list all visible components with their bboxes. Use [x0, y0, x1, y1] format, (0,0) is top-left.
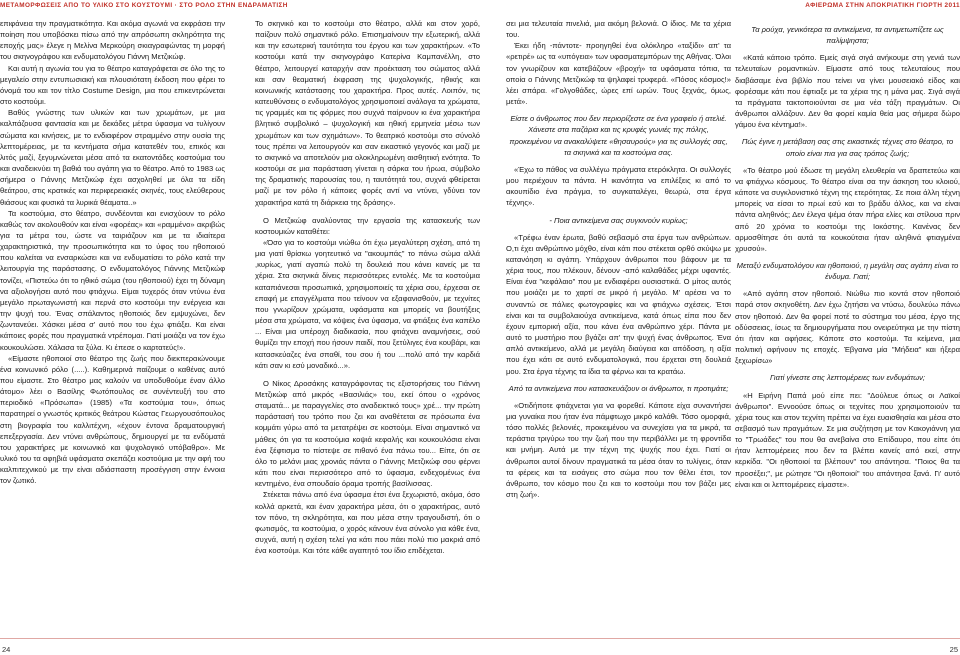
paragraph: Έκει ήδη -πάντοτε- προηγηθεί ένα ολόκληρο «ταξίδι» απ' τα «ρετιρέ» ως τα «υπόγεια» των υφασματεμπόρων της Αθήνας. Όλοι τον γνωρίζουν και κατεβάζουν «βροχή» τα υφάσματα τόπια, τα οποία ο Γιάννης Μετζικώφ τα ψηλαφεί τρυφερά. «Πόσος κόσμος!» λέει σπάρα. «Γολγοθάδες, ώρες επί ωρών. Τους ξεχνάς, όμως, μετά». — [506, 41, 731, 107]
page-number-right: 25 — [949, 645, 958, 654]
interview-question: Τα ρούχα, γενικότερα τα αντικείμενα, τα αντιμετωπίζετε ως παλίμψηστα; — [751, 25, 944, 46]
text-column-2 — [255, 18, 480, 618]
paragraph: Το σκηνικό και το κοστούμι στο θέατρο, αλλά και στον χορό, παίζουν πολύ σημαντικό ρόλο. Επισημαίνουν την εξωτερική, αλλά και την εσωτερική ταυτότητα του έργου και των χαρακτήρων. «Το κοστούμι κατά την σκηνογράφο Κατερίνα Καμπανέλλη, στο θέατρο, λειτουργεί καταρχήν σαν προέκταση του σώματος αλλά και σαν θεαματική έκφραση της ψυχολογικής, ηθικής και κοινωνικής κατάστασης του χαρακτήρα. Προς αυτές. Λοιπόν, τις κατευθύνσεις ο ενδυματολόγος χρησιμοποιεί ανάλογα τα χρώματα, τις γραμμές και τις φόρμες που συχνά παίρνουν κι ένα χαρακτήρα βλητικό συμβολικό – ψυχολογική και ηθική ερμηνεία μέσω των χρωμάτων και των σχημάτων». Το θεατρικό κοστούμι στο σύνολό τους πρέπει να λειτουργούν και σαν εικαστικό γεγονός και μαζί με το σκηνικό να αποτελούν μια ολοκληρωμένη αισθητική ενότητα. Το κοστούμι σε μια παράσταση γίνεται η σάρκα του ήρωα, σύμβολο της δραματικής παρουσίας του, η ταυτότητά του, συχνά φθείρεται μαζί με τον ρόλο ή κάποιες φορές αντί να ντύνει, γδύνει τον χαρακτήρα κατά τη διάρκεια της δράσης». — [255, 19, 480, 207]
paragraph: Ο Νίκος Δροσάκης καταγράφοντας τις εξιστορήσεις του Γιάννη Μετζικώφ από μικρός «Βασιλιάς» του, εκεί όπου ο «χρόνος σταματά... με παραγγελίες στο αναδεικτικό τους» χρέ... την πρώτη παράστασή του τρόπο που ζει και αναθέτεται σε πρόσωπα ένα κομμάτι γύρω από τα μετατρέψει σε κοστούμι. Είναι σημαντικό να μάθεις ότι για τα κοστούμια κοψιά κεφαλής και κουκουλόσια είναι ένα ξέφτισμα το πίστεψε σε πιθανό ένα πάνω του... Είπε, ότι σε όλο το μελάνι μιας χρονιάς πάντα ο Γιάννης Μετζικώφ σου φέρνει κάτι που είναι περισσότερο από το ύφασμα, ενδεχομένως ένα κεντημένο, ένα σπουδαίο όραμα τροπής βασίλισσας. — [255, 378, 480, 489]
paragraph: Τα κοστούμια, στο θέατρο, συνδέονται και ενισχύουν το ρόλο καθώς τον ακολουθούν και είναι «φορέας» και «ραμμένο» ακριβώς για τα μέτρα του, ώστε να ταιριάζουν και με τα ιδιαίτερα χαρακτηριστικά, την προσωπικότητα και το ύφος του ηθοποιού που καλείται να ενσαρκώσει και να ενδυματίσει το ρόλο κατά την λειτουργία της παράστασης. Ο ενδυματολόγος Γιάννης Μετζικώφ τονίζει, «Πιστεύω ότι το ηθικό σώμα (του ηθοποιού) έχει τη δύναμη να αξιολογήσει αυτό που φτιάχνω. Είμαι τυχερός όταν ντύνω ένα μεγάλο πρωταγωνιστή και περνά στο κοστούμι την ενέργεια και την ψυχή του. Ένας σπάλαντος ηθοποιός δεν εμψυχώνει, δεν ζωντανεύει. Χάσκει μέσα σ' αυτό που του έχω φτιάξει. Και είναι κάποιες φορές που πραγματικά ντρέπομαι. Γιατί μοιάζει να τον έχω κουκουλώσει. Χάλασα τα ξύλα. Κι έπεσε ο καρτατεύς!». — [0, 208, 225, 352]
paragraph: επιφάνεια την πραγματικότητα. Και ακόμα αγωνιά να εκφράσει την ποίηση που υποβόσκει πίσω από την απρόσωπη σκληρότητα της εποχής μας» έλεγε η Μελίνα Μερκούρη σκιαγραφώντας τη μορφή του σκηνογράφου και ενδυματολόγου Γιάννη Μετζικώφ. — [0, 19, 225, 62]
paragraph: «Όσο για το κοστούμι νιώθω ότι έχω μεγαλύτερη σχέση, από τη μια γιατί θρίσκω γοητευτικό να "ακουμπάς" το πάνω σώμα αλλά ,κυρίως, γιατί αγαπώ πολύ τη δουλειά που κάνει κανείς με τα χέρια. Στα σκηνικά δίνεις περισσότερες εντολές. Με τα κοστούμια καταπιάνεσαι προσωπικά, χρησιμοποιείς τα χέρια σου, έρχεσαι σε επαφή με επαγγέλματα που τείνουν να εξαφανισθούν, με τεχνίτες που γνωρίζουν χρώματα, υφάσματα και μπορείς να βουτήξεις μέσα στα χρώματα, να κόψεις ένα ύφασμα, να φτιάξεις ένα καπέλο ... Είναι μια υπέροχη διαδικασία, που φτιάχνει αναμνήσεις, σού θυμίζει την εποχή που ήσουν παιδί, που ξετύλιγες ένα κουβάρι, και κατασκεύαζες ένα σπαθί, του σου ή του ...πολύ από την καρδιά κάτι σαν κι εσύ μοναδικό...». — [255, 237, 480, 370]
interview-question: - Ποια αντικείμενα σας συγκινούν κυρίως; — [549, 215, 688, 225]
paragraph: «Έχω το πάθος να συλλέγω πράγματα ετερόκλητα. Οι συλλογές μου περιέχουν τα πάντα. Η ικανότητα να επιλέξεις κι από το ακουπίδιο ένα πράγμα, το συγκαταλέγει, θεωρώ, στα έργα τέχνης». — [506, 164, 731, 208]
running-header-left: ΜΕΤΑΜΟΡΦΩΣΕΙΣ ΑΠΟ ΤΟ ΥΛΙΚΟ ΣΤΟ ΚΟΥΣΤΟΥΜΙ · ΣΤΟ ΡΟΛΟ ΣΤΗΝ ΕΝΔΡΑΜΑΤΙΣΗ — [0, 2, 288, 9]
paragraph: Ο Μετζικώφ αναλύοντας την εργασία της κατασκευής των κοστουμιών καταθέτει: — [255, 215, 480, 236]
paragraph: Στέκεται πάνω από ένα ύφασμα έτσι ένα ξεχωριστό, ακόμα, όσο κολλά αρκετά, και έναν χαρακτήρα μέσα, ότι ο χαρακτήρας, αυτό τον πόνο, τη σκληρότητα, και που μέσα στην τραγουδιστή, ότι ο φωτισμός, τα κοστούμια, ο χορός κάνουν ένα σύνολο για κάθε ένα, συχνά, αυτή η σχέση τελεί για κάτι που πάει πολύ πιο μακριά από ένα κοστούμι. Και τότε κάθε αγαπητό του ίδιο επιδέχεται. — [255, 490, 480, 556]
paragraph: σει μια τελευταία πινελιά, μια ακόμη βελονιά. Ο ίδιος. Με τα χέρια του. — [506, 19, 731, 40]
paragraph: «Τρέφω έναν έρωτα, βαθύ σεβασμό στα έργα των ανθρώπων. Ο,τι έχει ανθρώπινο μόχθο, είναι κάτι που στέκεται ορθό σκύψω με κατανόηση κι αγάπη. Υπάρχουν άνθρωποι που βάφουν με τα χέρια τους, που πλέκουν, δένουν -από καλαθάδες μέχρι υφαντές. Είναι ένα "κεφάλαιο" που με ενδιαφέρει ουσιαστικά. Ο μίτος αυτός που μοιάζει με το χαρτί σε μικρό ή μεγάλο. Μ' αρέσει να το συναντώ σε πάλιες φωτογραφίες και να φτιάχνω σχέσεις. Έτσι είναι και τα συμβολαιούχα αντικείμενα, κατά όπως είπα που δεν έχουν εμπορική αξία, που κάνει ένα ανθρώπινο χέρι. Πάντα με αυτό το μυστήριο που βγάζει απ' την ψυχή ένας άνθρωπος. Ένα απλό αντικείμενο, αλλά με μεγάλη διαύγεια και απόδοση, η αξία που έχει κάτι σε αυτό ενδυματολογικά, που έρχεται στη δουλειά μου. Στα έργα τέχνης τα ίδια τα φέρνω και τα κρατάω. — [506, 232, 731, 376]
text-column-1 — [0, 18, 225, 618]
paragraph: «Η Ειρήνη Παπά μού είπε πει: "Δούλευε όπως οι Λαϊκοί άνθρωποι". Εννοούσε όπως οι τεχνίτες που χρησιμοποιούν τα χέρια τους και στον τεχνίτη πρέπει να έχει ευαισθησία και μέσα στο σεβασμό των πραγμάτων. Σε μια συζήτηση με τον Κακογιάννη για το "Τρωάδες" του που θα ανεβαίνα στο Επίδαυρο, που είπε ότι ήταν λεπτομέρειες που δεν τα βλέπει κανείς από εκεί, στην κερκίδα. "Οι ηθοποιοί τα βλέπουν" του απάντησα. "Ποιος θα τα προσέξει;", με ρώτησε "Οι ηθοποιοί" του απάντησα ξανά. Γι' αυτό είναι και οι λεπτομέρειες είμαστε». — [735, 390, 960, 489]
paragraph: Και αυτή η αγωνία του για το θέατρο καταγράφεται σε όλο της το μεγαλείο στην εντυπωσιακή και πλουσιότατη έκδοση που φέρει το όνομά του και τον τίτλο Costume Design, μια που επικεντρώνεται στο κοστούμι. — [0, 63, 225, 107]
interview-question: Γιατί γίνεστε στις λεπτομέρειες των ενδυμάτων; — [769, 373, 926, 383]
paragraph: «Οτιδήποτε φτιάχνεται για να φορεθεί. Κάποτε είχα συναντήσει μια γυναίκα που ήταν ένα πάμφτωχο μικρό καλάθι. Τόσο ομορφιά, τόσο πολλές βελονιές, προκειμένου να συνεχίσει για τα μικρά, τα τεράστια τριγύρω του την ζωή που την περιβάλλει με τη φροντίδα και μνήμη. Αυτά με την τέχνη της ψυχής που έχει. Γιατί οι άνθρωποι αυτοί δίνουν πραγματικά τα μέσα όταν το τυλίγεις, όταν τα φέρεις και τα εισάγεις στο σώμα που τον θέλει έτσι, τον άνθρωπο, τον κόσμο που ζει και το κοστούμι που τον βάζει μες στη ζωή». — [506, 400, 731, 500]
interview-question: Από τα αντικείμενα που κατασκευάζουν οι άνθρωποι, τι προτιμάτε; — [508, 383, 729, 393]
paragraph: «Κατά κάποιο τρόπο. Εμείς σιγά σιγά ανήκουμε στη γενιά των τελευταίων ρομαντικών. Είμαστε από τους τελευταίους που διαβάσαμε ένα βιβλίο που τείνει να γίνει μουσειακό είδος και φορέσαμε κάτι που έφτιαξε με τα χέρια της η μάνα μας. Σιγά σιγά τα πράγματα τακτοποιούνται σε μια νέα τάξη πραγμάτων. Οι άνθρωποι αλλάζουν. Δεν θα φορεί καμία θεία μας σήμερα δώρο γάμου ένα κέντημα!». — [735, 53, 960, 130]
paragraph: «Το θέατρο μού έδωσε τη μεγάλη ελευθερία να δραπετεύω και να φτιάχνω κόσμους. Το θέατρο είναι σα την άσκηση του κλοιού, κάποτε να συγκλονιστικό τέχνη της ετερότητας. Σε ποια άλλη τέχνη μπορείς να είσαι το πρωί εσύ και το βράδυ άλλος, και να είναι πάντα αληθινός; Δεν έλεγα ψέμα όταν πήρα ελίες και στίλουα πριν από 20 χρόνια το κοστούμι της Ιοκάστης. Κανένας δεν αρμοσθίτησε ότι αυτά τα κουκούτσια ήταν αληθινά φτιαγμένα χρυσού». — [735, 165, 960, 253]
interview-question: Πώς έγινε η μετάβαση σας στις εικαστικές τέχνες στο θέατρο, το οποίο είναι πια για σας τρόπος ζωής; — [741, 137, 954, 158]
paragraph: «Από αγάπη στον ηθοποιό. Νιώθω πιο κοντά στον ηθοποιό παρά στον σκηνοθέτη. Δεν έχω ζητήσει να ντύσω, δουλεύω πάνω στον ηθοποιό. Δεν θα φορεί ποτέ το σύστημα του μέσα, έργο της οδύσσειας, ίσως τα δημιουργήματα που ονειρεύτηκα με την πίστη ότι ήταν και αφήσεις. Κάποτε στο κοστούμι. Τα κείμενα, μια πολιτική αφήνουν τις εποχές. Έβγαινα μία "Μήδεια" και ήξερα ξεχωρίσω» — [735, 289, 960, 366]
paragraph: «Είμαστε ηθοποιοί στο θέατρο της ζωής που διεκπεραιώνουμε ένα κοινωνικό ρόλο (.....). Καθημερινά παίζουμε ο καθένας αυτό που είμαστε. Στο θέατρο μας καλούν να υποδυθούμε έναν άλλο άτομο» λέει ο Βασίλης Φωτόπουλος σε συνέντευξή του στο περιοδικό «Πρόσωπα» (1985) «Τα κοστούμια του», όπως παρατηρεί ο γνωστός κριτικός θεάτρου Κώστας Γεωργουσόπουλος στη βιογραφία του καλλιτέχνη, «έχουν έντονα δραματουργική επεξεργασία. Δεν ντύνει ανθρώπους, δημιουργεί με τα ενδύματά του χαρακτήρες με κοινωνικό και ψυχολογικό υπόβαθρο». Με υλικό του τα αφηβιά υφάσματα σκεπάζει κοστούμια με την αφή του καλπιτεχνικού με την είναι αδιάσπαστη προσέγγιση στην έννοια τον ζωτικό. — [0, 353, 225, 486]
footer-rule — [0, 638, 960, 655]
page-number-left: 24 — [2, 645, 11, 654]
text-column-3 — [506, 18, 731, 618]
running-header-right: ΑΦΙΕΡΩΜΑ ΣΤΗΝ ΑΠΟΚΡΙΑΤΙΚΗ ΓΙΟΡΤΗ 2011 — [805, 2, 960, 9]
interview-question: Μεταξύ ενδυματολόγου και ηθοποιού, η μεγάλη σας αγάπη είναι το ένδυμα. Γιατί; — [736, 260, 959, 282]
paragraph: Βαθύς γνώστης των υλικών και των χρωμάτων, με μια καλπάζουσα φαντασία και με δεκάδες μέτρα ύφασμα να τυλίγουν σώματα και κινήσεις, με το ενδιαφέρον στραμμένο στην ουσία της λεπτομέρειας, με τα κεντήματα σήμα κατατεθέν του, επικός και λιτός μαζί, ξεγυμνώνεται μέσα από τα εκατοντάδες κοστούμια του και αναδεικνύει τη βαθιά του αγάπη για το θέατρο. Από το 1983 ως σήμερα ο Γιάννης Μετζικώφ έχει ασχοληθεί με όλα τα είδη θεάτρου, στις κρατικές και περιφερειακές σκηνές, τους ελεύθερους θιάσους και φυσικά τα λυρικά θέαματα..» — [0, 108, 225, 207]
interview-question: Είστε ο άνθρωπος που δεν περιορίζεστε σε ένα γραφείο ή ατελιέ. Χάνεστε στα παζάρια και τις κρυφές γωνιές της πόλης, προκειμένου να ανακαλύψετε «θησαυρούς» για τις συλλογές σας, τα σκηνικά και τα κοστούμια σας. — [509, 114, 728, 157]
text-column-4 — [735, 18, 960, 618]
